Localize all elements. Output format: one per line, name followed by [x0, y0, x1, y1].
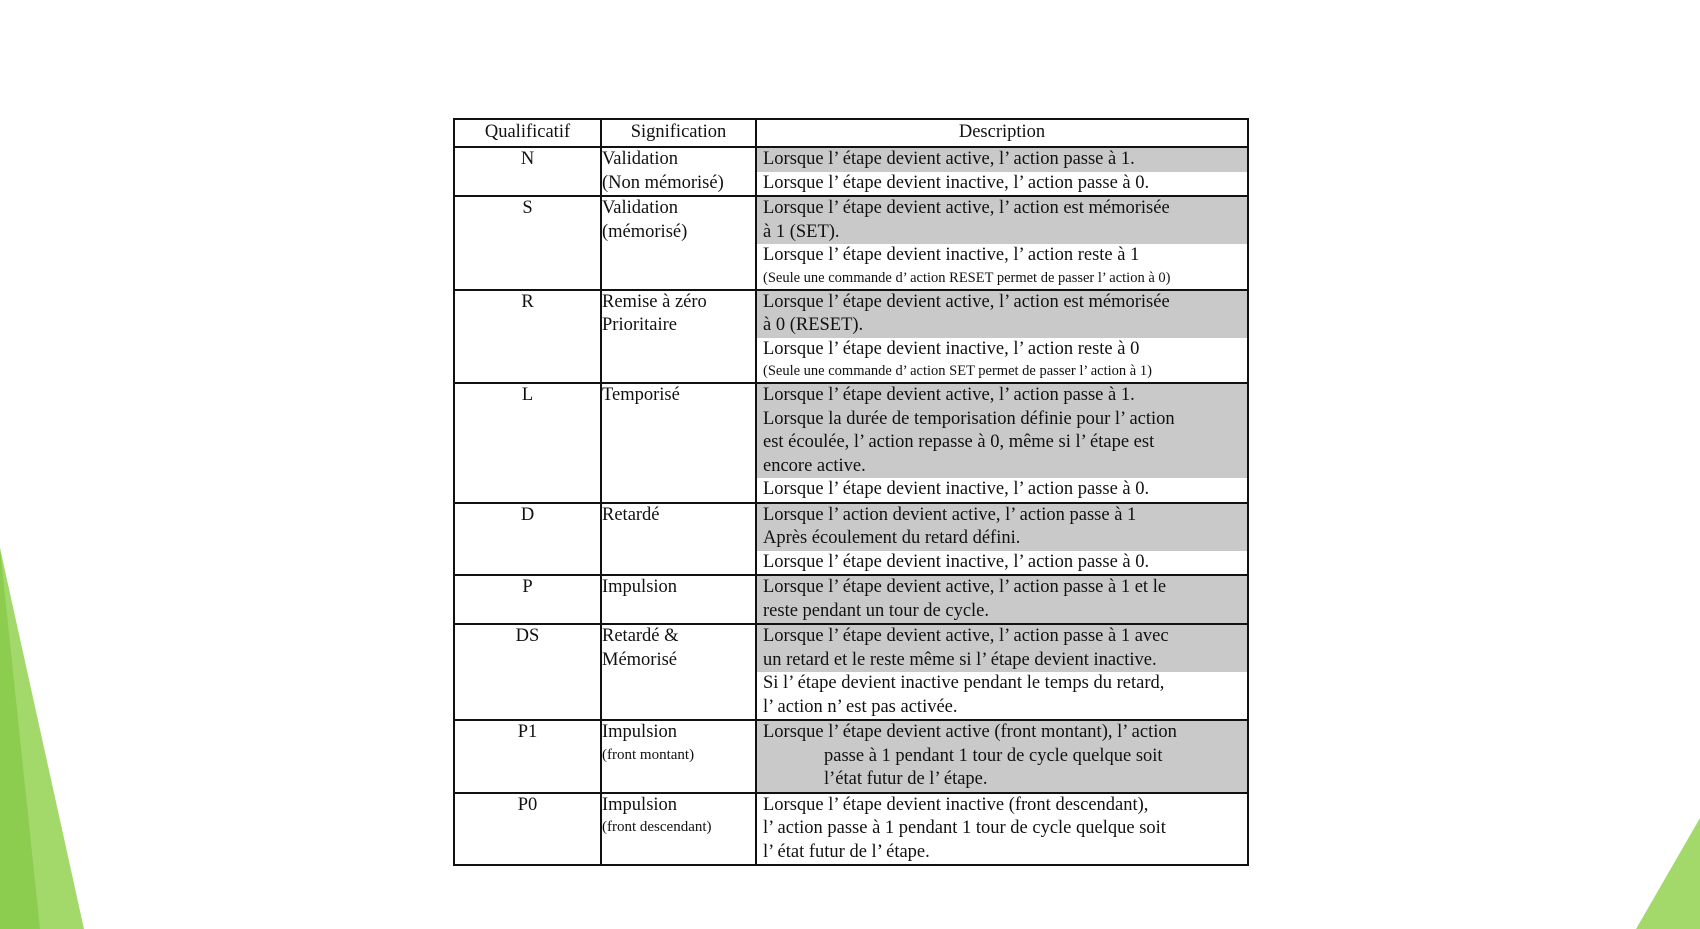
header-qualificatif: Qualificatif	[454, 119, 601, 147]
description-cell	[756, 147, 1248, 196]
description-cell	[756, 503, 1248, 576]
qualifier-code: N	[454, 147, 601, 196]
description-cell	[756, 196, 1248, 290]
qualifier-code: S	[454, 196, 601, 290]
description-block	[757, 794, 1247, 865]
signification-note: (front montant)	[602, 746, 695, 763]
description-line: l’état futur de l’ étape.	[824, 769, 988, 789]
header-signification: Signification	[601, 119, 756, 147]
description-block	[757, 478, 1247, 502]
description-line: Lorsque l’ action devient active, l’ action passe à 1	[763, 504, 1137, 525]
table-row	[454, 383, 1248, 503]
description-line: est écoulée, l’ action repasse à 0, même si l’ étape est	[763, 432, 1155, 452]
description-cell	[756, 720, 1248, 793]
description-block-shaded	[757, 721, 1247, 792]
description-note: (Seule une commande d’ action SET permet de passer l’ action à 1)	[763, 363, 1152, 379]
description-line: reste pendant un tour de cycle.	[763, 600, 990, 621]
description-block-shaded	[757, 197, 1247, 244]
description-line: Lorsque l’ étape devient inactive, l’ action passe à 0.	[763, 172, 1150, 193]
description-line: Lorsque la durée de temporisation définie pour l’ action	[763, 408, 1175, 429]
description-line: Lorsque l’ étape devient active, l’ action passe à 1.	[763, 385, 1135, 405]
qualifier-code: R	[454, 290, 601, 384]
qualifier-code: P	[454, 575, 601, 624]
description-block-shaded	[757, 384, 1247, 478]
signification-line: Temporisé	[602, 385, 680, 405]
signification-line: Retardé	[602, 504, 660, 525]
description-line: passe à 1 pendant 1 tour de cycle quelque soit	[824, 745, 1163, 766]
description-line: Lorsque l’ étape devient active, l’ action est mémorisée	[763, 291, 1170, 312]
description-block-shaded	[757, 148, 1247, 172]
qualifier-code: P0	[454, 793, 601, 866]
description-cell	[756, 624, 1248, 720]
description-line: Lorsque l’ étape devient active, l’ action passe à 1 et le	[763, 577, 1167, 597]
qualifier-code: P1	[454, 720, 601, 793]
description-line: Si l’ étape devient inactive pendant le temps du retard,	[763, 673, 1165, 693]
description-line: encore active.	[763, 455, 866, 476]
description-block-shaded	[757, 291, 1247, 338]
table-header-row	[454, 119, 1248, 147]
description-note: (Seule une commande d’ action RESET permet de passer l’ action à 0)	[763, 269, 1171, 286]
signification-line: Impulsion	[602, 794, 678, 815]
table-row	[454, 720, 1248, 793]
description-line: Lorsque l’ étape devient inactive, l’ action passe à 0.	[763, 551, 1150, 572]
signification-line: Impulsion	[602, 577, 678, 597]
description-cell	[756, 575, 1248, 624]
table-row	[454, 147, 1248, 196]
signification-line: (mémorisé)	[602, 221, 688, 242]
description-line: l’ état futur de l’ étape.	[763, 841, 930, 862]
description-line: Lorsque l’ étape devient inactive (front descendant),	[763, 794, 1149, 815]
table-row	[454, 196, 1248, 290]
signification-line: Impulsion	[602, 722, 678, 742]
signification-cell	[601, 196, 756, 290]
description-block	[757, 551, 1247, 575]
description-cell	[756, 290, 1248, 384]
signification-cell	[601, 575, 756, 624]
description-line: Lorsque l’ étape devient active, l’ action passe à 1.	[763, 149, 1135, 169]
description-line: l’ action passe à 1 pendant 1 tour de cycle quelque soit	[763, 818, 1166, 838]
description-line: à 0 (RESET).	[763, 315, 864, 335]
description-block	[757, 172, 1247, 196]
description-block-shaded	[757, 576, 1247, 623]
signification-line: Prioritaire	[602, 315, 678, 335]
signification-line: Remise à zéro	[602, 291, 707, 312]
signification-cell	[601, 147, 756, 196]
qualifier-code: L	[454, 383, 601, 503]
signification-cell	[601, 383, 756, 503]
description-line: Lorsque l’ étape devient inactive, l’ action passe à 0.	[763, 479, 1150, 499]
description-line: Lorsque l’ étape devient inactive, l’ action reste à 0	[763, 338, 1140, 359]
table-row	[454, 290, 1248, 384]
signification-line: (Non mémorisé)	[602, 172, 724, 193]
signification-cell	[601, 290, 756, 384]
signification-note: (front descendant)	[602, 819, 712, 835]
description-block-shaded	[757, 625, 1247, 672]
description-line: Lorsque l’ étape devient active, l’ action passe à 1 avec	[763, 626, 1169, 646]
description-line: Lorsque l’ étape devient active (front montant), l’ action	[763, 722, 1177, 742]
description-cell	[756, 383, 1248, 503]
signification-cell	[601, 624, 756, 720]
signification-cell	[601, 720, 756, 793]
table-row	[454, 793, 1248, 866]
table-body	[454, 147, 1248, 865]
table-row	[454, 575, 1248, 624]
description-block	[757, 244, 1247, 289]
signification-line: Validation	[602, 149, 679, 169]
signification-line: Retardé &	[602, 626, 679, 646]
signification-cell	[601, 503, 756, 576]
green-triangle-right	[1636, 818, 1700, 929]
header-description: Description	[756, 119, 1248, 147]
description-block	[757, 672, 1247, 719]
table-row	[454, 503, 1248, 576]
description-line: Lorsque l’ étape devient inactive, l’ action reste à 1	[763, 245, 1140, 265]
description-line: Après écoulement du retard défini.	[763, 528, 1021, 548]
qualifier-table	[453, 118, 1249, 866]
qualifier-code: DS	[454, 624, 601, 720]
description-line: l’ action n’ est pas activée.	[763, 696, 958, 717]
description-line: à 1 (SET).	[763, 221, 840, 242]
qualifier-code: D	[454, 503, 601, 576]
signification-cell	[601, 793, 756, 866]
table-row	[454, 624, 1248, 720]
description-block	[757, 338, 1247, 383]
signification-line: Mémorisé	[602, 649, 678, 670]
description-cell	[756, 793, 1248, 866]
description-block-shaded	[757, 504, 1247, 551]
signification-line: Validation	[602, 198, 679, 218]
description-line: Lorsque l’ étape devient active, l’ action est mémorisée	[763, 198, 1170, 218]
description-line: un retard et le reste même si l’ étape devient inactive.	[763, 649, 1157, 670]
